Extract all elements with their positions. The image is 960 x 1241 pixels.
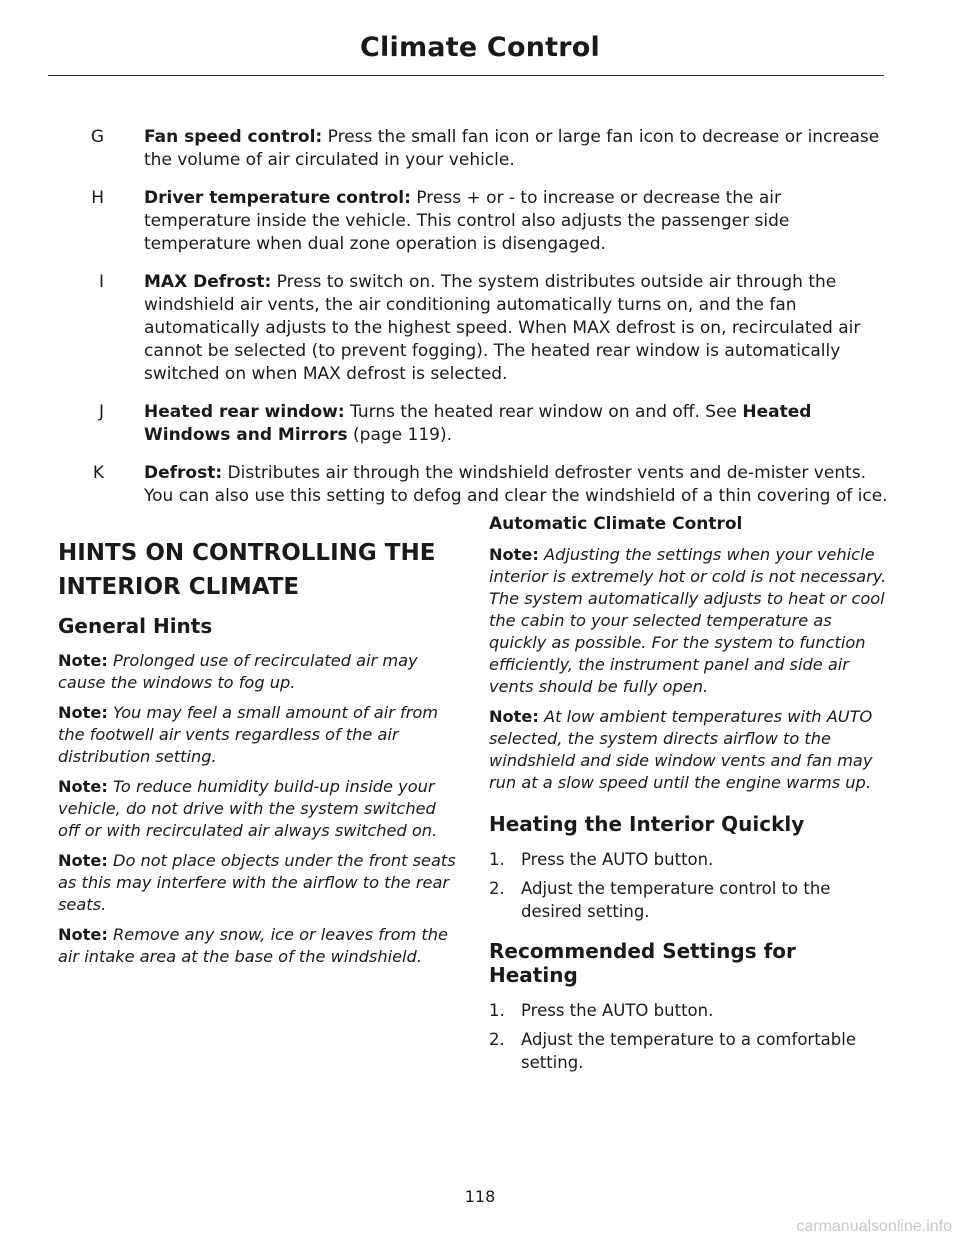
control-item <box>60 271 890 386</box>
control-term: Heated rear window: <box>144 402 345 422</box>
note: Note: You may feel a small amount of air from the footwell air vents regardless of the air distribution setting. <box>58 703 439 766</box>
right-column <box>489 512 891 1080</box>
control-description: Press to switch on. The system distributes outside air through the windshield air vents, the air conditioning automatically turns on, and the fan automatically adjusts to the highest speed. When MAX defrost is on, recirculated air cannot be selected (to prevent fogging). The heated rear window is automatically switched on when MAX defrost is selected. <box>144 272 861 384</box>
control-letter: J <box>98 402 104 422</box>
subsection-heading: Automatic Climate Control <box>489 514 743 534</box>
controls-list <box>60 126 890 523</box>
control-letter: G <box>90 127 104 147</box>
step-item: 1. Press the AUTO button. <box>489 1001 714 1020</box>
step-item: 2. Adjust the temperature to a comfortable setting. <box>489 1030 856 1072</box>
section-heading: HINTS ON CONTROLLING THE INTERIOR CLIMATE <box>58 540 436 600</box>
note: Note: Prolonged use of recirculated air may cause the windows to fog up. <box>58 651 418 692</box>
note: Note: Adjusting the settings when your vehicle interior is extremely hot or cold is not necessary. The system automatically adjusts to heat or cool the cabin to your selected temperature as quickly as possible. For the system to function efficiently, the instrument panel and side air vents should be fully open. <box>489 545 887 696</box>
page-number: 118 <box>464 1187 496 1206</box>
control-letter: K <box>92 463 104 483</box>
page-title: Climate Control <box>360 32 600 63</box>
control-item <box>60 401 890 447</box>
control-description: Turns the heated rear window on and off. See <box>344 402 743 422</box>
note: Note: At low ambient temperatures with AUTO selected, the system directs airflow to the windshield and side window vents and fan may run at a slow speed until the engine warms up. <box>489 707 873 792</box>
subsection-heading: General Hints <box>58 614 213 638</box>
control-description: Press + or - to increase or decrease the air temperature inside the vehicle. This control also adjusts the passenger side temperature when dual zone operation is disengaged. <box>144 188 790 254</box>
subsection-heading: Recommended Settings for Heating <box>489 939 796 987</box>
control-term: Fan speed control: <box>144 127 323 147</box>
control-item <box>60 187 890 256</box>
control-item <box>60 462 890 508</box>
left-column <box>58 536 460 976</box>
control-letter: H <box>91 188 104 208</box>
note: Note: To reduce humidity build-up inside your vehicle, do not drive with the system switched off or with recirculated air always switched on. <box>58 777 438 840</box>
control-letter: I <box>98 272 104 292</box>
step-item: 2. Adjust the temperature control to the desired setting. <box>489 879 831 921</box>
control-description: Distributes air through the windshield defroster vents and de-mister vents. You can also use this setting to defog and clear the windshield of a thin covering of ice. <box>144 463 888 506</box>
note: Note: Remove any snow, ice or leaves from the air intake area at the base of the windshield. <box>58 925 449 966</box>
control-term: Defrost: <box>144 463 223 483</box>
subsection-heading: Heating the Interior Quickly <box>489 812 805 836</box>
control-term: MAX Defrost: <box>144 272 272 292</box>
watermark: carmanualsonline.info <box>796 1218 952 1235</box>
note: Note: Do not place objects under the front seats as this may interfere with the airflow to the rear seats. <box>58 851 456 914</box>
step-item: 1. Press the AUTO button. <box>489 850 714 869</box>
page-reference: (page 119). <box>347 425 453 445</box>
control-description: Press the small fan icon or large fan icon to decrease or increase the volume of air circulated in your vehicle. <box>144 127 880 170</box>
control-term: Driver temperature control: <box>144 188 411 208</box>
control-item <box>60 126 890 172</box>
cross-reference-link[interactable]: Heated Windows and Mirrors <box>144 402 812 445</box>
header-divider <box>48 75 884 76</box>
